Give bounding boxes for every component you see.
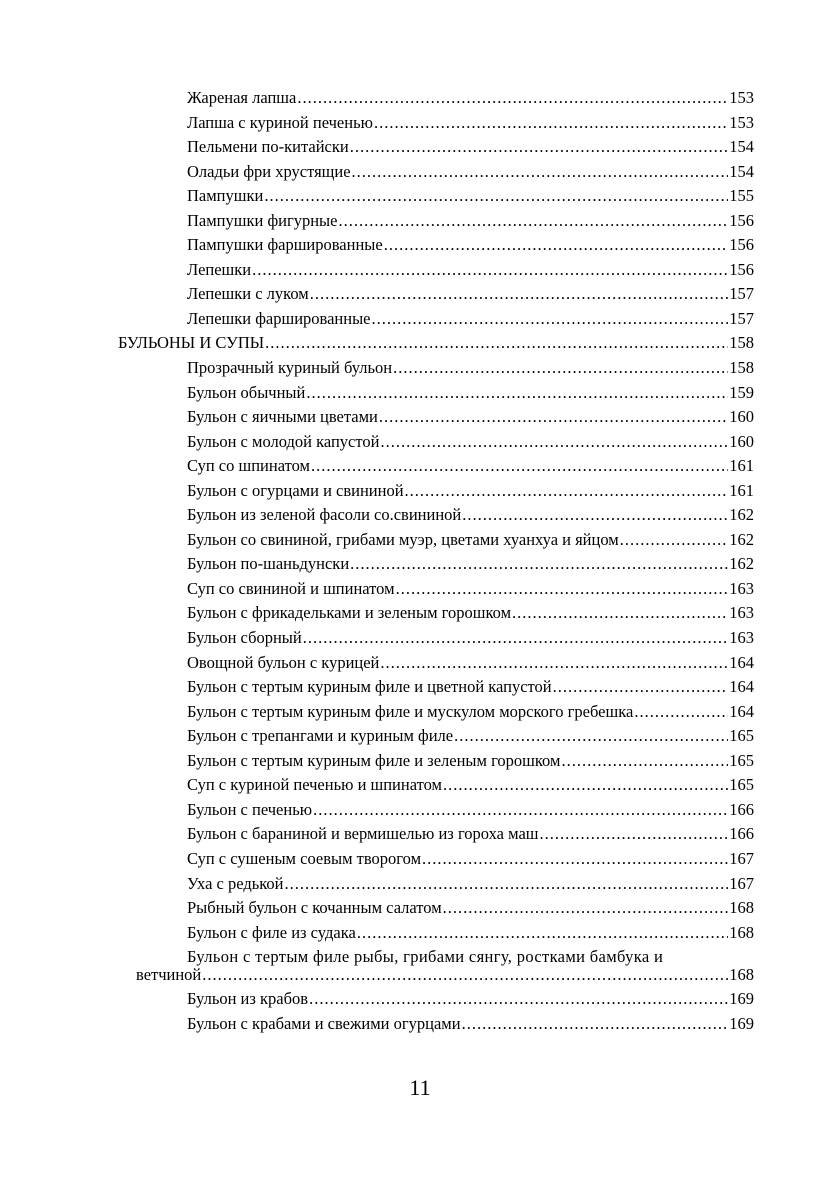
dot-leader — [374, 111, 728, 136]
toc-entry-page: 154 — [729, 137, 754, 157]
dot-leader — [620, 528, 729, 553]
toc-entry — [0, 987, 840, 1012]
dot-leader — [396, 577, 729, 602]
toc-entry — [0, 872, 840, 897]
toc-entry-title: Лепешки с луком — [187, 284, 309, 304]
toc-entry — [0, 626, 840, 651]
dot-leader — [357, 921, 728, 946]
toc-entry — [0, 921, 840, 946]
dot-leader — [352, 160, 729, 185]
toc-entry-page: 158 — [729, 333, 754, 353]
toc-entry-title: Бульон с филе из судака — [187, 922, 356, 942]
toc-entry-page: 162 — [729, 554, 754, 574]
toc-entry — [0, 1012, 840, 1037]
toc-entry-title: Пампушки — [187, 186, 264, 206]
toc-entry-page: 165 — [729, 750, 754, 770]
dot-leader — [553, 675, 729, 700]
toc-entry-title: Жареная лапша — [187, 88, 297, 107]
dot-leader — [405, 479, 729, 504]
toc-entry-wrapped — [0, 945, 840, 987]
dot-leader — [422, 847, 728, 872]
toc-entry-page: 165 — [729, 726, 754, 746]
toc-entry — [0, 307, 840, 332]
toc-entry-title: Оладьи фри хрустящие — [187, 161, 351, 181]
dot-leader — [297, 86, 728, 111]
dot-leader — [462, 1012, 729, 1037]
toc-entry — [0, 430, 840, 455]
toc-entry — [0, 356, 840, 381]
toc-entry-title: Суп со шпинатом — [187, 456, 310, 476]
toc-entry-title: Бульон сборный — [187, 628, 302, 648]
toc-entry-title: Уха с редькой — [187, 873, 284, 893]
toc-entry — [0, 503, 840, 528]
toc-entry-page: 157 — [729, 284, 754, 304]
dot-leader — [202, 963, 728, 988]
toc-entry-title: Бульон с трепангами и куриным филе — [187, 726, 454, 746]
dot-leader — [634, 700, 728, 725]
toc-entry-title: Суп с сушеным соевым творогом — [187, 848, 422, 868]
toc-entry-page: 162 — [729, 529, 754, 549]
toc-entry — [0, 184, 840, 209]
toc-entry-title: Бульон с тертым куриным филе и зеленым горошком — [187, 750, 561, 770]
toc-entry — [0, 86, 840, 111]
toc-entry — [0, 798, 840, 823]
toc-entry-page: 168 — [729, 898, 754, 918]
toc-entry — [0, 135, 840, 160]
toc-entry-title: Бульон обычный — [187, 382, 306, 402]
toc-entry — [0, 700, 840, 725]
dot-leader — [454, 724, 728, 749]
toc-entry-page: 162 — [729, 505, 754, 525]
toc-entry-title: Рыбный бульон с кочанным салатом — [187, 898, 442, 918]
toc-entry-title-continuation: ветчиной — [136, 965, 202, 985]
dot-leader — [252, 258, 728, 283]
toc-entry — [0, 454, 840, 479]
toc-entry-page: 169 — [729, 1013, 754, 1033]
dot-leader — [311, 454, 728, 479]
toc-entry-title: Бульон с тертым куриным филе и мускулом морского гребешка — [187, 701, 634, 721]
toc-entry-page: 163 — [729, 603, 754, 623]
dot-leader — [539, 822, 728, 847]
toc-entry — [0, 577, 840, 602]
table-of-contents — [0, 86, 840, 1036]
toc-entry-title: Бульон со свининой, грибами муэр, цветами хуанхуа и яйцом — [187, 529, 619, 549]
dot-leader — [303, 626, 729, 651]
toc-entry-title: Бульон по-шаньдунски — [187, 554, 350, 574]
toc-entry-page: 154 — [729, 161, 754, 181]
toc-entry-page: 164 — [729, 677, 754, 697]
toc-entry-title: Бульон с бараниной и вермишелью из гороха маш — [187, 824, 539, 844]
dot-leader — [310, 282, 729, 307]
dot-leader — [379, 405, 728, 430]
toc-entry — [0, 724, 840, 749]
toc-entry — [0, 258, 840, 283]
toc-entry — [0, 847, 840, 872]
dot-leader — [350, 135, 729, 160]
dot-leader — [380, 651, 728, 676]
toc-section-heading — [0, 331, 840, 356]
dot-leader — [462, 503, 728, 528]
toc-section-title: БУЛЬОНЫ И СУПЫ — [118, 333, 265, 353]
toc-entry-page: 160 — [729, 431, 754, 451]
toc-entry-title: Бульон из зеленой фасоли со.свининой — [187, 505, 462, 525]
toc-entry-page: 159 — [729, 382, 754, 402]
toc-entry-title: Бульон с крабами и свежими огурцами — [187, 1013, 461, 1033]
dot-leader — [265, 331, 728, 356]
toc-entry-page: 168 — [729, 965, 754, 985]
toc-entry-page: 153 — [729, 88, 754, 107]
toc-entry — [0, 601, 840, 626]
toc-entry — [0, 282, 840, 307]
dot-leader — [443, 773, 728, 798]
toc-entry-page: 156 — [729, 235, 754, 255]
dot-leader — [264, 184, 728, 209]
toc-entry — [0, 209, 840, 234]
toc-entry-page: 160 — [729, 407, 754, 427]
dot-leader — [561, 749, 728, 774]
dot-leader — [384, 233, 729, 258]
dot-leader — [393, 356, 728, 381]
toc-entry-page: 161 — [729, 456, 754, 476]
toc-entry — [0, 111, 840, 136]
toc-entry-page: 163 — [729, 578, 754, 598]
toc-entry-title: Пампушки фаршированные — [187, 235, 383, 255]
toc-entry-title: Бульон из крабов — [187, 989, 309, 1009]
dot-leader — [372, 307, 729, 332]
toc-entry-page: 164 — [729, 652, 754, 672]
dot-leader — [309, 987, 728, 1012]
toc-entry — [0, 773, 840, 798]
toc-entry-page: 165 — [729, 775, 754, 795]
toc-entry — [0, 749, 840, 774]
toc-entry — [0, 381, 840, 406]
toc-entry — [0, 675, 840, 700]
dot-leader — [338, 209, 728, 234]
toc-entry-title: Бульон с молодой капустой — [187, 431, 380, 451]
toc-entry-title: Бульон с тертым филе рыбы, грибами сянгу, ростками бамбука и — [187, 947, 664, 967]
page-number: 11 — [409, 1075, 431, 1100]
toc-entry-title: Прозрачный куриный бульон — [187, 358, 393, 378]
toc-entry-page: 158 — [729, 358, 754, 378]
toc-entry — [0, 479, 840, 504]
toc-entry-title: Бульон с яичными цветами — [187, 407, 378, 427]
toc-entry-page: 166 — [729, 799, 754, 819]
toc-entry — [0, 160, 840, 185]
toc-entry-page: 153 — [729, 112, 754, 132]
toc-entry-title: Лапша с куриной печенью — [187, 112, 373, 132]
toc-entry — [0, 405, 840, 430]
toc-entry-title: Бульон с тертым куриным филе и цветной капустой — [187, 677, 552, 697]
toc-entry — [0, 896, 840, 921]
toc-entry-page: 164 — [729, 701, 754, 721]
toc-entry-title: Лепешки — [187, 259, 252, 279]
toc-entry-title: Суп со свининой и шпинатом — [187, 578, 395, 598]
toc-entry-title: Лепешки фаршированные — [187, 308, 371, 328]
toc-entry-page: 161 — [729, 480, 754, 500]
dot-leader — [443, 896, 729, 921]
toc-entry-page: 168 — [729, 922, 754, 942]
dot-leader — [285, 872, 729, 897]
toc-entry-title: Овощной бульон с курицей — [187, 652, 380, 672]
toc-entry-page: 156 — [729, 259, 754, 279]
dot-leader — [306, 381, 728, 406]
toc-entry-title: Пельмени по-китайски — [187, 137, 349, 157]
toc-entry-page: 163 — [729, 628, 754, 648]
toc-entry-page: 166 — [729, 824, 754, 844]
toc-entry-page: 155 — [729, 186, 754, 206]
toc-entry-page: 169 — [729, 989, 754, 1009]
toc-entry-title: Бульон с огурцами и свининой — [187, 480, 404, 500]
toc-entry-page: 167 — [729, 873, 754, 893]
toc-entry — [0, 651, 840, 676]
dot-leader — [350, 552, 728, 577]
toc-entry — [0, 528, 840, 553]
toc-entry-page: 167 — [729, 848, 754, 868]
toc-entry — [0, 233, 840, 258]
toc-entry-title: Пампушки фигурные — [187, 210, 338, 230]
dot-leader — [313, 798, 728, 823]
toc-entry-page: 157 — [729, 308, 754, 328]
toc-entry-page: 156 — [729, 210, 754, 230]
dot-leader — [380, 430, 728, 455]
dot-leader — [512, 601, 728, 626]
toc-entry-title: Бульон с печенью — [187, 799, 313, 819]
toc-entry — [0, 822, 840, 847]
toc-entry-title: Бульон с фрикадельками и зеленым горошком — [187, 603, 512, 623]
toc-entry-title: Суп с куриной печенью и шпинатом — [187, 775, 442, 795]
toc-entry — [0, 552, 840, 577]
